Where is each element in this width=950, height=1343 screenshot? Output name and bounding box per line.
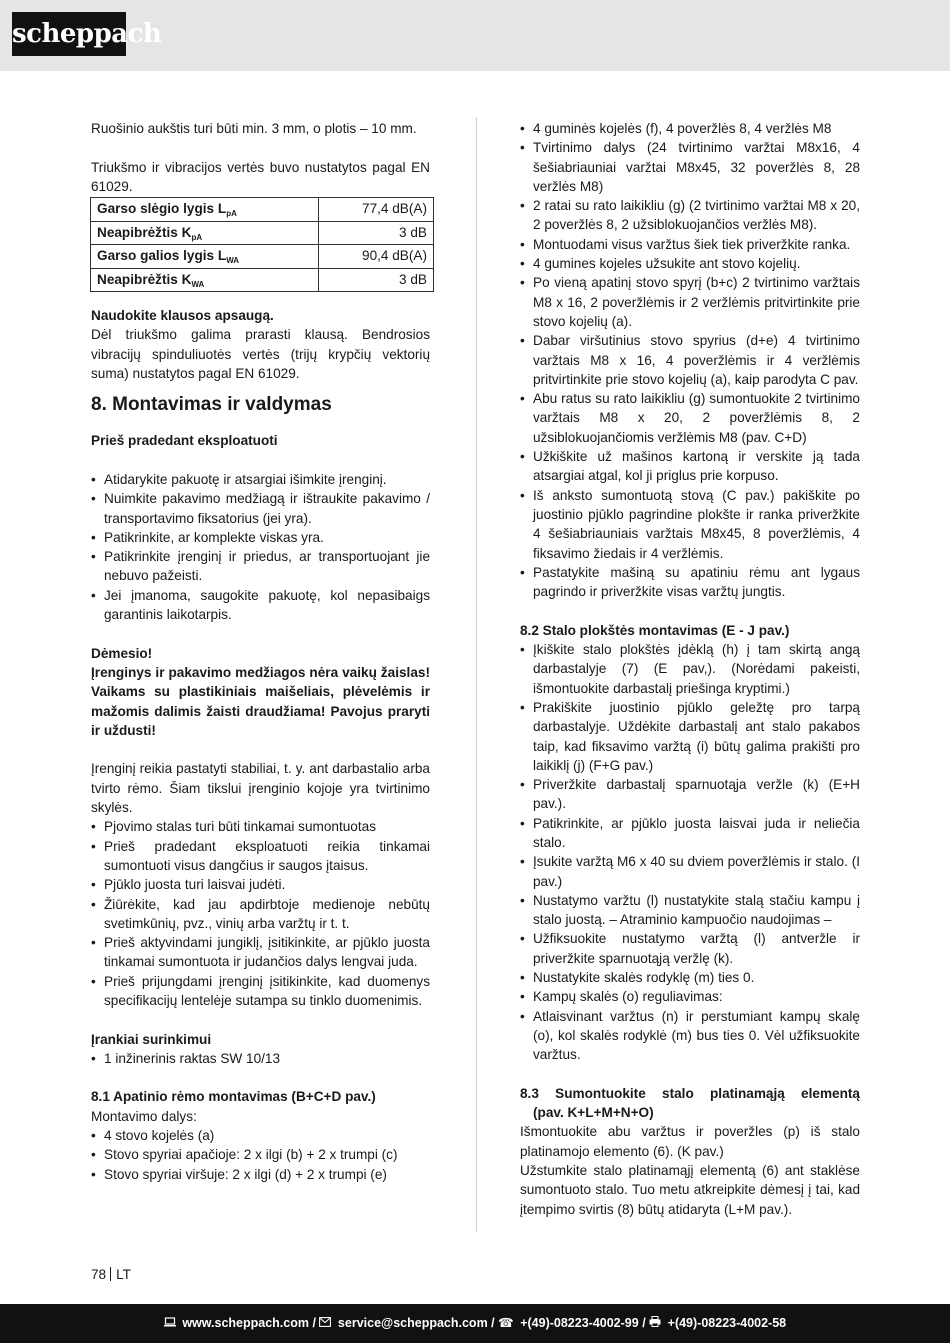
hearing-protection-title: Naudokite klausos apsaugą. <box>91 308 274 324</box>
list-item: • 1 inžinerinis raktas SW 10/13 <box>91 1049 430 1068</box>
table-cell-label: Neapibrėžtis $K_{WA}$ <box>91 268 319 292</box>
subheading-8-3: 8.3 Sumontuokite stalo platinamąją elementą <box>520 1085 860 1101</box>
website-link[interactable]: www.scheppach.com <box>182 1316 309 1330</box>
list-item: • Nustatymo varžtu (l) nustatykite stalą stačiu kampu į stalo juostą. – Atraminio kampuočio naudojimas – <box>520 891 860 930</box>
scheppach-logo: scheppach <box>12 12 126 56</box>
list-assembly-steps <box>520 119 860 601</box>
list-item: • Iš anksto sumontuotą stovą (C pav.) pakiškite po juostinio pjūklo pagrindine plokšte ir ranka priveržkite 4 šešiabriauniais varžtais M8x45, 8 poveržlėmis, 4 fiksavimo žiedais ir 4 veržlėmis. <box>520 486 860 563</box>
list-item: • Žiūrėkite, kad jau apdirbtoje medienoje nebūtų svetimkūnių, pvz., vinių arba varžtų ir t. t. <box>91 895 430 934</box>
list-item: • 4 guminės kojelės (f), 4 poveržlės 8, 4 veržlės M8 <box>520 119 860 138</box>
page-number-value: 78 <box>91 1267 107 1282</box>
fax-number: +(49)-08223-4002-58 <box>667 1316 787 1330</box>
list-item: • Nustatykite skalės rodyklę (m) ties 0. <box>520 968 860 987</box>
page-number-divider <box>110 1267 111 1281</box>
list-item: • Užfiksuokite nustatymo varžtą (l) antveržle ir priveržkite sparnuotąją veržlę (k). <box>520 929 860 968</box>
footer-contact-bar <box>0 1304 950 1343</box>
table-cell-value: 3 dB <box>319 221 434 245</box>
subheading-8-1: 8.1 Apatinio rėmo montavimas (B+C+D pav.) <box>91 1089 376 1105</box>
list-item: • Stovo spyriai viršuje: 2 x ilgi (d) + 2 x trumpi (e) <box>91 1165 430 1184</box>
assembly-parts-label: Montavimo dalys: <box>91 1108 197 1124</box>
paragraph-8-3-slide: Užstumkite stalo platinamąjį elementą (6) ant staklėse sumontuoto stalo. Tuo metu atkreipkite dėmesį į tai, kad įtempimo svirtis (8) būtų atidaryta (L+M pav.). <box>520 1163 860 1217</box>
list-item: • Patikrinkite, ar pjūklo juosta laisvai juda ir neliečia stalo. <box>520 814 860 853</box>
list-item: • Nuimkite pakavimo medžiagą ir ištraukite pakavimo / transportavimo fiksatorius (jei yra). <box>91 489 430 528</box>
phone-icon: ☎ <box>498 1316 514 1330</box>
table-cell-value: 90,4 dB(A) <box>319 245 434 269</box>
language-code: LT <box>116 1267 131 1282</box>
subheading-tools: Įrankiai surinkimui <box>91 1031 212 1047</box>
list-item: • Abu ratus su rato laikikliu (g) sumontuokite 2 tvirtinimo varžtais M8 x 20, 2 poveržlėmis 8, 2 užsiblokuojančiomis veržlėmis M8 (pav. C+D) <box>520 389 860 447</box>
paragraph-8-3-remove: Išmontuokite abu varžtus ir poveržles (p) iš stalo platinamojo elemento (6). (K pav.) <box>520 1124 860 1159</box>
subheading-8-2: 8.2 Stalo plokštės montavimas (E - J pav.) <box>520 622 790 638</box>
subheading-8-3-figures: (pav. K+L+M+N+O) <box>533 1105 654 1121</box>
fax-icon <box>649 1304 661 1343</box>
list-item: • Prakiškite juostinio pjūklo geležtę pro tarpą darbastalyje. Uždėkite darbastalį ant stalo pakabos taip, kad fiksavimo varžtą (i) būtų galima prakišti pro laikiklį (j) (F+G pav.) <box>520 698 860 775</box>
list-item: • Stovo spyriai apačioje: 2 x ilgi (b) + 2 x trumpi (c) <box>91 1145 430 1164</box>
table-cell-label: Neapibrėžtis $K_{pA}$ <box>91 221 319 245</box>
list-item: • Tvirtinimo dalys (24 tvirtinimo varžtai M8x16, 4 šešiabriauniai varžtai M8x45, 32 poveržlės 8, 28 veržlės M8) <box>520 138 860 196</box>
footer-separator: / <box>642 1316 646 1330</box>
list-item: • Montuodami visus varžtus šiek tiek priveržkite ranka. <box>520 235 860 254</box>
phone-number: +(49)-08223-4002-99 <box>520 1316 639 1330</box>
list-table-assembly <box>520 640 860 1065</box>
attention-warning: Įrenginys ir pakavimo medžiagos nėra vaikų žaislas! Vaikams su plastikiniais maišeliais, plėvelėmis ir mažomis dalimis žaisti draudžiama! Pavojus praryti ir uždusti! <box>91 664 430 738</box>
list-item: • Atlaisvinant varžtus (n) ir perstumiant kampų skalę (o), kol skalės rodyklė (m) bus ties 0. Vėl užfiksuokite varžtus. <box>520 1007 860 1065</box>
list-item: • Po vieną apatinį stovo spyrį (b+c) 2 tvirtinimo varžtais M8 x 16, 2 poveržlėmis ir 2 veržlėmis pritvirtinkite prie stovo kojelių (a). <box>520 273 860 331</box>
table-cell-value: 77,4 dB(A) <box>319 198 434 222</box>
list-item: • Dabar viršutinius stovo spyrius (d+e) 4 tvirtinimo varžtais M8 x 16, 4 poveržlėmis ir 4 veržlėmis pritvirtinkite prie stovo kojelių (a), kaip parodyta C pav. <box>520 331 860 389</box>
right-column <box>520 119 860 1219</box>
computer-icon <box>164 1304 176 1343</box>
list-item: • Pjūklo juosta turi laisvai judėti. <box>91 875 430 894</box>
table-cell-value: 3 dB <box>319 268 434 292</box>
paragraph-hearing: Dėl triukšmo galima prarasti klausą. Bendrosios vibracijų spinduliuotės vertės (trijų krypčių vektorių suma) nustatytos pagal EN 61029. <box>91 327 430 382</box>
email-link[interactable]: service@scheppach.com <box>337 1316 488 1330</box>
table-row <box>91 221 434 245</box>
table-row <box>91 245 434 269</box>
table-cell-label: Garso galios lygis $L_{WA}$ <box>91 245 319 269</box>
paragraph-intro-noise: Triukšmo ir vibracijos vertės buvo nustatytos pagal EN 61029. <box>91 159 430 194</box>
list-item: • Jei įmanoma, saugokite pakuotę, kol nepasibaigs garantinis laikotarpis. <box>91 586 430 625</box>
list-tools <box>91 1049 430 1068</box>
left-column <box>91 119 430 1184</box>
list-item: • Užkiškite už mašinos kartoną ir verskite ją tada atsargiai atgal, kol ji priglus prie korpuso. <box>520 447 860 486</box>
list-item: • Atidarykite pakuotę ir atsargiai išimkite įrenginį. <box>91 470 430 489</box>
list-item: • Priveržkite darbastalį sparnuotąja veržle (k) (E+H pav.). <box>520 775 860 814</box>
footer-separator: / <box>312 1316 316 1330</box>
list-item: • Kampų skalės (o) reguliavimas: <box>520 987 860 1006</box>
header-band <box>0 0 950 71</box>
table-row <box>91 268 434 292</box>
list-item: • Patikrinkite įrenginį ir priedus, ar transportuojant jie nebuvo pažeisti. <box>91 547 430 586</box>
subheading-before-use: Prieš pradedant eksploatuoti <box>91 433 278 449</box>
column-divider <box>476 117 477 1232</box>
page-number <box>91 1265 131 1284</box>
list-before-use <box>91 470 430 624</box>
list-item: • Prieš pradedant eksploatuoti reikia tinkamai sumontuoti visus dangčius ir saugos įtaisus. <box>91 837 430 876</box>
list-item: • Patikrinkite, ar komplekte viskas yra. <box>91 528 430 547</box>
list-assembly-parts <box>91 1126 430 1184</box>
attention-title: Dėmesio! <box>91 645 153 661</box>
footer-separator: / <box>491 1316 495 1330</box>
list-item: • Įkiškite stalo plokštės įdėklą (h) į tam skirtą angą darbastalyje (7) (E pav,). (Norėdami pakeisti, išmontuokite darbastalį priešinga kryptimi.) <box>520 640 860 698</box>
list-item: • 2 ratai su rato laikikliu (g) (2 tvirtinimo varžtai M8 x 20, 2 poveržlės 8, 2 užsiblokuojančios veržlės M8). <box>520 196 860 235</box>
list-item: • Pastatykite mašiną su apatiniu rėmu ant lygaus pagrindo ir priveržkite visas varžtų jungtis. <box>520 563 860 602</box>
list-setup-checks <box>91 817 430 1010</box>
list-item: • Prieš prijungdami įrenginį įsitikinkite, kad duomenys specifikacijų lentelėje sutampa su tinklo duomenimis. <box>91 972 430 1011</box>
email-icon <box>319 1304 331 1343</box>
list-item: • 4 stovo kojelės (a) <box>91 1126 430 1145</box>
section-title: 8. Montavimas ir valdymas <box>91 394 332 416</box>
noise-table <box>90 197 434 292</box>
paragraph-intro-dimensions: Ruošinio aukštis turi būti min. 3 mm, o plotis – 10 mm. <box>91 121 417 136</box>
table-cell-label: Garso slėgio lygis $L_{pA}$ <box>91 198 319 222</box>
list-item: • Įsukite varžtą M6 x 40 su dviem poveržlėmis ir stalo. (I pav.) <box>520 852 860 891</box>
list-item: • Pjovimo stalas turi būti tinkamai sumontuotas <box>91 817 430 836</box>
table-row <box>91 198 434 222</box>
list-item: • Prieš aktyvindami jungiklį, įsitikinkite, ar pjūklo juosta tinkamai sumontuota ir judančios dalys lengvai juda. <box>91 933 430 972</box>
paragraph-stable-setup: Įrenginį reikia pastatyti stabiliai, t. y. ant darbastalio arba tvirto rėmo. Šiam tikslui įrenginio kojoje yra tvirtinimo skylės. <box>91 761 430 816</box>
list-item: • 4 gumines kojeles užsukite ant stovo kojelių. <box>520 254 860 273</box>
